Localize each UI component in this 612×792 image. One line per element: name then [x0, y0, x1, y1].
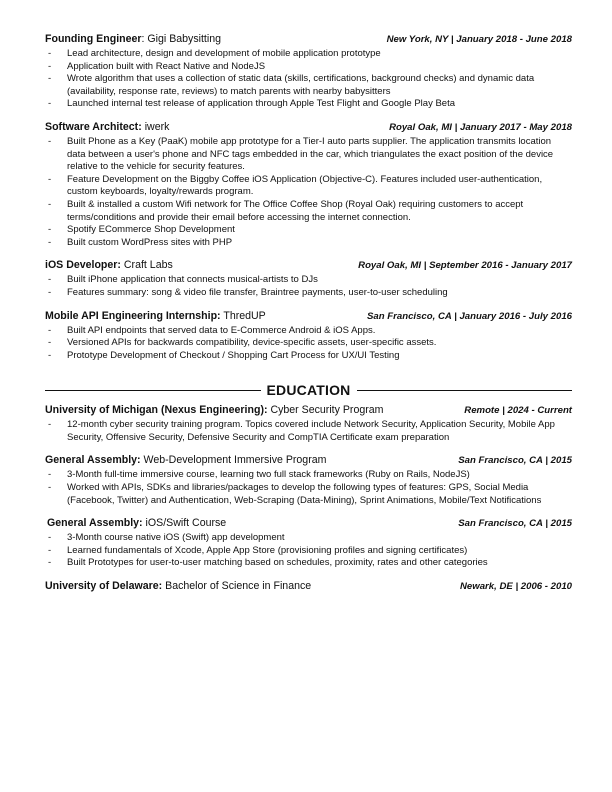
- company-name: ThredUP: [223, 309, 266, 322]
- company-name: Gigi Babysitting: [147, 33, 222, 45]
- school-name: General Assembly:: [47, 517, 143, 530]
- company-name: Craft Labs: [123, 259, 173, 272]
- experience-title: Founding Engineer: Gigi Babysitting: [45, 33, 222, 45]
- education-entry: [45, 580, 572, 595]
- school-name: General Assembly:: [45, 454, 141, 467]
- bullet-item: - 12-month cyber security training program. Topics covered include Network Security, Application Security, Mobile App Security, Offensive Security, Defensive Security and CompTIA Certificate exam preparation: [48, 419, 555, 443]
- bullet-list: [45, 274, 572, 299]
- education-title: [47, 517, 226, 529]
- bullet-list: [45, 419, 572, 444]
- bullet-item: - Learned fundamentals of Xcode, Apple App Store (provisioning profiles and signing certificates): [48, 544, 468, 556]
- program-name: Web-Development Immersive Program: [143, 454, 327, 467]
- education-meta: San Francisco, CA | 2015: [458, 518, 572, 530]
- education-title: [45, 580, 311, 592]
- bullet-list: [45, 532, 572, 570]
- program-name: Cyber Security Program: [270, 404, 384, 417]
- bullet-item: - Built Prototypes for user-to-user matching based on schedules, proximity, rates and other categories: [48, 557, 488, 569]
- program-name: Bachelor of Science in Finance: [165, 580, 312, 593]
- bullet-item: - Lead architecture, design and development of mobile application prototype: [48, 48, 381, 59]
- bullet-item: - 3-Month course native iOS (Swift) app development: [48, 532, 285, 544]
- bullet-item: - Built custom WordPress sites with PHP: [48, 236, 233, 248]
- bullet-item: - Application built with React Native and NodeJS: [48, 60, 266, 72]
- bullet-item: - Built iPhone application that connects musical-artists to DJs: [48, 274, 318, 286]
- divider-line: [45, 390, 261, 391]
- company-name: iwerk: [144, 120, 170, 133]
- bullet-list: [45, 325, 572, 363]
- education-meta: Remote | 2024 - Current: [464, 405, 572, 417]
- education-divider: [45, 382, 572, 398]
- program-name: iOS/Swift Course: [145, 517, 227, 530]
- bullet-item: - 3-Month full-time immersive course, learning two full stack frameworks (Ruby on Rails, NodeJS): [48, 469, 470, 481]
- divider-line: [357, 390, 573, 391]
- bullet-item: - Prototype Development of Checkout / Shopping Cart Process for UX/UI Testing: [48, 349, 400, 361]
- job-role: iOS Developer:: [45, 259, 121, 272]
- experience-entry: [45, 259, 572, 299]
- bullet-item: - Feature Development on the Biggby Coffee iOS Application (Objective-C). Features included user-authentication, custom keyboards, loyalty/rewards program.: [48, 173, 543, 198]
- education-entry: [45, 454, 572, 507]
- bullet-item: - Worked with APIs, SDKs and libraries/packages to develop the following types of features: GPS, Social Media (Facebook, Twitter) and Authentication, Web-Scraping (Data-Mining), Sprint Animations, Mobile/Text Notifications: [48, 482, 542, 506]
- education-meta: San Francisco, CA | 2015: [458, 455, 572, 467]
- school-name: University of Michigan (Nexus Engineering):: [45, 404, 268, 417]
- bullet-item: - Spotify ECommerce Shop Development: [48, 224, 235, 236]
- experience-title: [45, 259, 173, 271]
- bullet-item: - Versioned APIs for backwards compatibility, device-specific assets, user-specific assets.: [48, 337, 437, 349]
- experience-meta: San Francisco, CA | January 2016 - July 2016: [367, 310, 572, 322]
- bullet-item: - Built & installed a custom Wifi network for The Office Coffee Shop (Royal Oak) requiring customers to accept terms/conditions and provide their email before accessing the internet connection.: [48, 198, 524, 223]
- experience-entry: [45, 33, 572, 111]
- bullet-list: [45, 48, 572, 111]
- education-meta: Newark, DE | 2006 - 2010: [459, 581, 572, 593]
- experience-meta: Royal Oak, MI | September 2016 - January 2017: [358, 260, 572, 272]
- job-role: Mobile API Engineering Internship:: [45, 309, 221, 322]
- bullet-item: - Features summary: song & video file transfer, Braintree payments, user-to-user scheduling: [48, 286, 448, 298]
- experience-title: [45, 310, 266, 322]
- experience-title: [45, 121, 169, 133]
- bullet-item: - Built Phone as a Key (PaaK) mobile app prototype for a Tier-I auto parts supplier. The application transmits location data between a user's phone and NFC tags embedded in the car, which triangulates the exact position of the device relative to the vehicle for security features.: [48, 135, 554, 173]
- bullet-list: [45, 136, 572, 249]
- education-title: [45, 404, 384, 416]
- experience-meta: Royal Oak, MI | January 2017 - May 2018: [389, 121, 572, 133]
- section-title: EDUCATION: [266, 382, 351, 399]
- bullet-item: - Built API endpoints that served data to E-Commerce Android & iOS Apps.: [48, 324, 376, 336]
- bullet-list: [45, 469, 572, 507]
- job-role: Software Architect:: [45, 120, 142, 133]
- experience-entry: [45, 121, 572, 249]
- education-title: [45, 454, 326, 466]
- bullet-item: - Wrote algorithm that uses a collection of static data (skills, certifications, background checks) and dynamic data (availability, response rate, reviews) to match parents with nearby babysitters: [48, 73, 535, 97]
- resume-page: [45, 33, 572, 605]
- school-name: University of Delaware:: [45, 580, 163, 593]
- bullet-item: - Launched internal test release of application through Apple Test Flight and Google Play Beta: [48, 98, 456, 110]
- experience-entry: [45, 310, 572, 363]
- job-role: Founding Engineer: [45, 33, 142, 45]
- experience-meta: New York, NY | January 2018 - June 2018: [386, 34, 572, 45]
- education-entry: [45, 404, 572, 444]
- education-entry: [45, 517, 572, 570]
